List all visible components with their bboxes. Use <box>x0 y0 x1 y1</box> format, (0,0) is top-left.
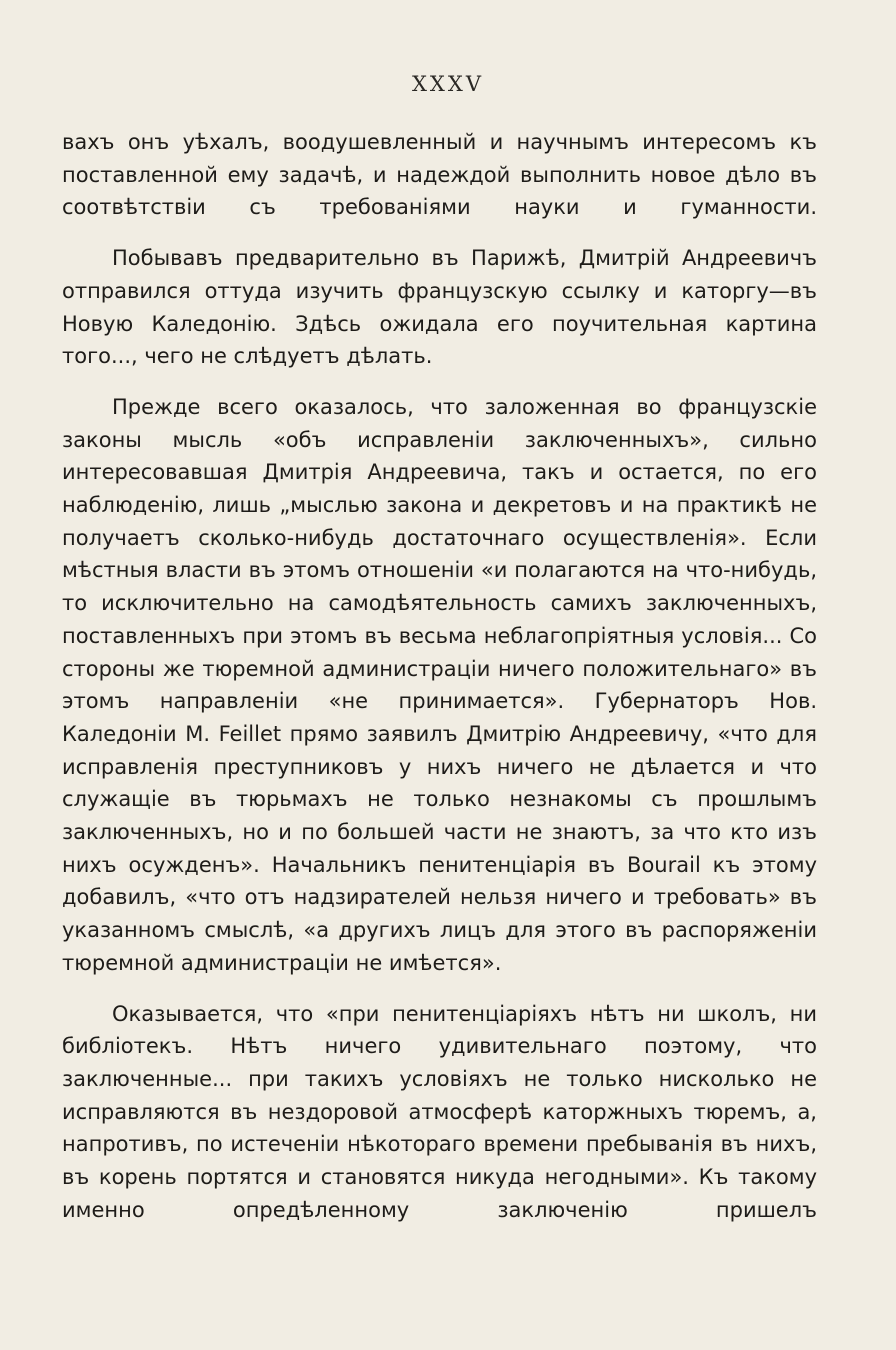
page-number: XXXV <box>411 72 485 96</box>
body-text <box>62 126 817 1227</box>
paragraph-penitentiaries: Оказывается, что «при пенитенціаріяхъ нѣтъ ни школъ, ни библіотекъ. Нѣтъ ничего удивительнаго поэтому, что заключенные... при такихъ условіяхъ не только нисколько не исправляются въ нездоровой атмосферѣ каторжныхъ тюремъ, а, напротивъ, по истеченіи нѣкотораго времени пребыванія въ нихъ, въ корень портятся и становятся никуда негодными». Къ такому именно опредѣленному заключенію пришелъ <box>62 1001 817 1222</box>
paragraph-french-law-correction: Прежде всего оказалось, что заложенная во французскіе законы мысль «объ исправленіи заключенныхъ», сильно интересовавшая Дмитрія Андреевича, такъ и остается, по его наблюденію, лишь „мыслью закона и декретовъ и на практикѣ не получаетъ сколько-нибудь достаточнаго осуществленія». Если мѣстныя власти въ этомъ отношеніи «и полагаются на что-нибудь, то исключительно на самодѣятельность самихъ заключенныхъ, поставленныхъ при этомъ въ весьма неблагопріятныя условія... Со стороны же тюремной администраціи ничего положительнаго» въ этомъ направленіи «не принимается». Губернаторъ Нов. Каледоніи M. Feillet прямо заявилъ Дмитрію Андреевичу, «что для исправленія преступниковъ у нихъ ничего не дѣлается и что служащіе въ тюрьмахъ не только незнакомы съ прошлымъ заключенныхъ, но и по большей части не знаютъ, за что кто изъ нихъ осужденъ». Начальникъ пенитенціарія въ Bourail къ этому добавилъ, «что отъ надзирателей нельзя ничего и требовать» въ указанномъ смыслѣ, «а другихъ лицъ для этого въ распоряженіи тюремной администраціи не имѣется». <box>62 394 817 975</box>
paragraph-paris-new-caledonia: Побывавъ предварительно въ Парижѣ, Дмитрій Андреевичъ отправился оттуда изучить французскую ссылку и каторгу—въ Новую Каледонію. Здѣсь ожидала его поучительная картина того..., чего не слѣдуетъ дѣлать. <box>62 246 817 369</box>
paragraph-continuation: вахъ онъ уѣхалъ, воодушевленный и научнымъ интересомъ къ поставленной ему задачѣ, и надеждой выполнить новое дѣло въ соотвѣтствіи съ требованіями науки и гуманности. <box>62 130 817 220</box>
